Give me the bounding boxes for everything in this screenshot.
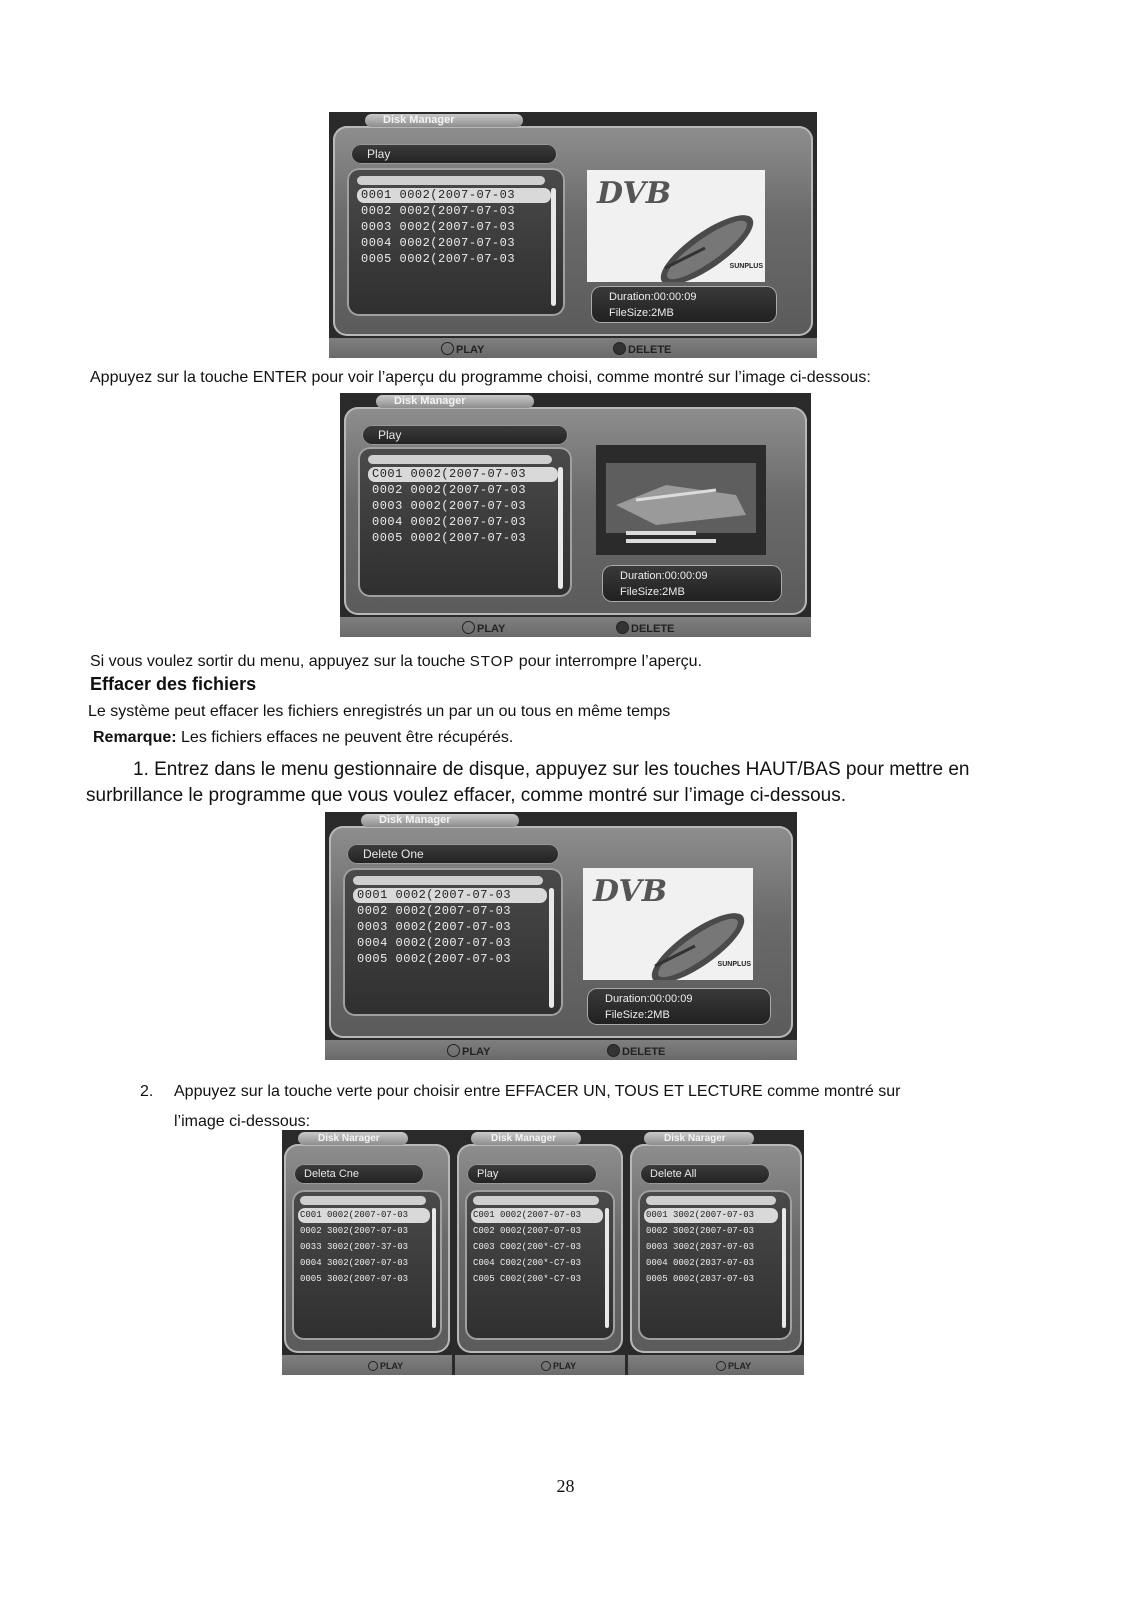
scrollbar[interactable] [549, 888, 554, 1008]
play-button[interactable]: PLAY [368, 1359, 403, 1373]
list-item[interactable]: 0004 0002(2007-07-03 [357, 936, 512, 950]
list-item[interactable]: C004 C002(200*-C7-03 [473, 1258, 582, 1268]
filled-circle-icon [616, 621, 629, 634]
circle-icon [541, 1361, 551, 1371]
filesize-text: FileSize:2MB [620, 586, 685, 598]
delete-button[interactable]: DELETE [607, 1044, 665, 1058]
file-list [292, 1190, 442, 1340]
play-button[interactable]: PLAY [541, 1359, 576, 1373]
step-1-line-2: surbrillance le programme que vous voulez effacer, comme montré sur l’image ci-dessous. [86, 785, 846, 806]
file-list [347, 168, 565, 316]
instruction-enter: Appuyez sur la touche ENTER pour voir l’aperçu du programme choisi, comme montré sur l’image ci-dessous: [90, 369, 871, 386]
panel-delete-all [628, 1130, 804, 1375]
dvb-logo: DVB [597, 176, 672, 211]
list-header [300, 1196, 426, 1205]
button-bar [282, 1355, 452, 1375]
duration-text: Duration:00:00:09 [609, 291, 697, 303]
list-item[interactable]: C001 0002(2007-07-03 [368, 467, 558, 482]
screen-title: Disk Narager [298, 1132, 408, 1145]
file-list [465, 1190, 615, 1340]
list-item[interactable]: 0005 0002(2037-07-03 [646, 1274, 755, 1284]
remark-label: Remarque: [93, 729, 177, 746]
step-2-line-2: l’image ci-dessous: [174, 1113, 311, 1130]
button-bar [340, 617, 811, 637]
filesize-text: FileSize:2MB [609, 307, 674, 319]
scrollbar[interactable] [782, 1208, 786, 1328]
delete-button[interactable]: DELETE [613, 342, 671, 356]
list-item[interactable]: C003 C002(200*-C7-03 [473, 1242, 582, 1252]
panel-play [455, 1130, 625, 1375]
list-item[interactable]: C005 C002(200*-C7-03 [473, 1274, 582, 1284]
duration-text: Duration:00:00:09 [620, 570, 708, 582]
mode-label: Delete One [347, 844, 559, 864]
list-header [368, 455, 552, 464]
list-item[interactable]: C001 0002(2007-07-03 [298, 1208, 430, 1223]
list-header [357, 176, 545, 185]
scrollbar[interactable] [551, 188, 556, 306]
instruction-stop: Si vous voulez sortir du menu, appuyez sur la touche STOP pour interrompre l’aperçu. [90, 653, 702, 670]
preview-image [583, 868, 753, 980]
remark: Remarque: Les fichiers effaces ne peuvent être récupérés. [93, 729, 514, 746]
preview-image [596, 445, 766, 555]
panel-delete-one [282, 1130, 452, 1375]
button-bar [329, 338, 817, 358]
section-heading: Effacer des fichiers [90, 674, 257, 694]
stop-key: STOP [469, 653, 515, 670]
list-item[interactable]: 0004 0002(2037-07-03 [646, 1258, 755, 1268]
circle-icon [441, 342, 454, 355]
list-item[interactable]: 0002 0002(2007-07-03 [357, 904, 512, 918]
list-item[interactable]: 0005 0002(2007-07-03 [361, 252, 516, 266]
mode-label: Play [467, 1164, 597, 1184]
list-item[interactable]: C002 0002(2007-07-03 [473, 1226, 582, 1236]
file-info [587, 988, 771, 1025]
list-header [646, 1196, 776, 1205]
play-button[interactable]: PLAY [462, 621, 505, 635]
screen-title: Disk Manager [365, 114, 523, 127]
scrollbar[interactable] [558, 467, 563, 589]
step-2-number: 2. [140, 1083, 154, 1100]
screen-title: Disk Manager [361, 814, 519, 827]
list-header [473, 1196, 599, 1205]
screenshot-play-dvb [329, 112, 817, 358]
scrollbar[interactable] [432, 1208, 436, 1328]
list-item[interactable]: 0002 3002(2007-07-03 [646, 1226, 755, 1236]
mode-label: Deleta Cne [294, 1164, 424, 1184]
list-item[interactable]: 0033 3002(2007-37-03 [300, 1242, 409, 1252]
screenshot-mode-cycle [282, 1130, 804, 1375]
paragraph-delete-info: Le système peut effacer les fichiers enregistrés un par un ou tous en même temps [88, 703, 671, 720]
file-list [343, 868, 563, 1016]
list-item[interactable]: 0003 0002(2007-07-03 [372, 499, 527, 513]
screenshot-play-preview [340, 393, 811, 637]
step-2-line-1: Appuyez sur la touche verte pour choisir entre EFFACER UN, TOUS ET LECTURE comme montré sur [174, 1083, 901, 1100]
list-item[interactable]: 0003 0002(2007-07-03 [361, 220, 516, 234]
button-bar [325, 1040, 797, 1060]
step-1-line-1: 1. Entrez dans le menu gestionnaire de disque, appuyez sur les touches HAUT/BAS pour mettre en [133, 759, 970, 780]
circle-icon [447, 1044, 460, 1057]
list-item[interactable]: 0005 3002(2007-07-03 [300, 1274, 409, 1284]
mode-label: Delete All [640, 1164, 770, 1184]
mode-label: Play [351, 144, 557, 164]
list-item[interactable]: 0001 3002(2007-07-03 [644, 1208, 778, 1223]
list-item[interactable]: 0004 0002(2007-07-03 [372, 515, 527, 529]
list-item[interactable]: 0004 0002(2007-07-03 [361, 236, 516, 250]
circle-icon [462, 621, 475, 634]
filled-circle-icon [613, 342, 626, 355]
file-info [591, 286, 777, 323]
filesize-text: FileSize:2MB [605, 1009, 670, 1021]
list-item[interactable]: C001 0002(2007-07-03 [471, 1208, 603, 1223]
file-info [602, 565, 782, 602]
screenshot-delete-one [325, 812, 797, 1060]
file-list [638, 1190, 792, 1340]
list-item[interactable]: 0002 3002(2007-07-03 [300, 1226, 409, 1236]
circle-icon [368, 1361, 378, 1371]
list-item[interactable]: 0001 0002(2007-07-03 [357, 188, 551, 203]
list-header [353, 876, 543, 885]
filled-circle-icon [607, 1044, 620, 1057]
button-bar [455, 1355, 625, 1375]
play-button[interactable]: PLAY [447, 1044, 490, 1058]
preview-caption: SUNPLUS [729, 263, 763, 270]
screen-title: Disk Manager [376, 395, 534, 408]
screen-title: Disk Manager [471, 1132, 581, 1145]
list-item[interactable]: 0002 0002(2007-07-03 [372, 483, 527, 497]
delete-button[interactable]: DELETE [616, 621, 674, 635]
dvb-logo: DVB [593, 874, 668, 909]
list-item[interactable]: 0005 0002(2007-07-03 [372, 531, 527, 545]
list-item[interactable]: 0001 0002(2007-07-03 [353, 888, 547, 903]
scrollbar[interactable] [605, 1208, 609, 1328]
screen-title: Disk Narager [644, 1132, 754, 1145]
list-item[interactable]: 0003 3002(2037-07-03 [646, 1242, 755, 1252]
list-item[interactable]: 0005 0002(2007-07-03 [357, 952, 512, 966]
mode-label: Play [362, 425, 568, 445]
list-item[interactable]: 0004 3002(2007-07-03 [300, 1258, 409, 1268]
circle-icon [716, 1361, 726, 1371]
play-button[interactable]: PLAY [716, 1359, 751, 1373]
preview-image [587, 170, 765, 282]
list-item[interactable]: 0003 0002(2007-07-03 [357, 920, 512, 934]
list-item[interactable]: 0002 0002(2007-07-03 [361, 204, 516, 218]
preview-caption: SUNPLUS [717, 961, 751, 968]
duration-text: Duration:00:00:09 [605, 993, 693, 1005]
play-button[interactable]: PLAY [441, 342, 484, 356]
file-list [358, 447, 572, 597]
page-number: 28 [556, 1476, 575, 1496]
video-frame-graphic [596, 445, 766, 555]
